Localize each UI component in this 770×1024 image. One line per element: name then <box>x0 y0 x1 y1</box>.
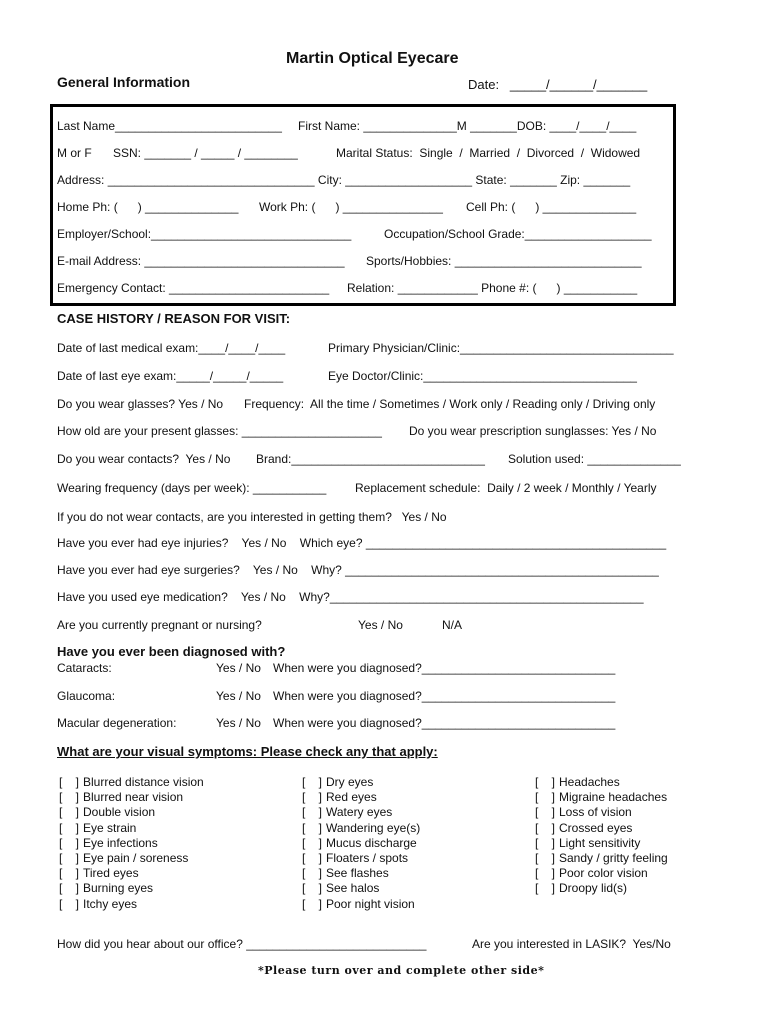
section-title-general: General Information <box>57 74 191 90</box>
cataracts-yes-no[interactable]: Yes / No <box>216 661 261 675</box>
email-field[interactable]: E-mail Address: ______________________________ <box>57 254 345 268</box>
symptom-checkbox[interactable]: [ ] <box>302 851 323 865</box>
symptom-checkbox[interactable]: [ ] <box>302 805 323 820</box>
symptom-label: Eye strain <box>83 820 137 835</box>
occupation-field[interactable]: Occupation/School Grade:___________________ <box>384 227 652 241</box>
primary-physician-field[interactable]: Primary Physician/Clinic:________________________________ <box>328 341 674 355</box>
case-history-heading: CASE HISTORY / REASON FOR VISIT: <box>57 311 291 326</box>
contacts-brand-field[interactable]: Brand:_____________________________ <box>256 452 485 466</box>
symptom-checkbox[interactable]: [ ] <box>302 866 323 881</box>
symptom-checkbox[interactable]: [ ] <box>535 775 556 789</box>
symptom-checkbox[interactable]: [ ] <box>59 866 80 881</box>
last-name-field[interactable]: Last Name_________________________ <box>57 119 282 133</box>
symptom-label: Mucus discharge <box>326 835 417 850</box>
lasik-question[interactable]: Are you interested in LASIK? Yes/No <box>472 937 671 951</box>
pregnant-na[interactable]: N/A <box>442 618 463 632</box>
symptom-label: Floaters / spots <box>326 851 409 865</box>
symptom-checkbox[interactable]: [ ] <box>535 790 556 805</box>
symptom-checkbox[interactable]: [ ] <box>59 820 80 835</box>
last-medical-exam-field[interactable]: Date of last medical exam:____/____/____ <box>57 341 286 355</box>
symptom-label: Crossed eyes <box>559 820 633 835</box>
wearing-frequency-field[interactable]: Wearing frequency (days per week): ___________ <box>57 481 327 495</box>
symptoms-heading: What are your visual symptoms: Please check any that apply: <box>57 744 438 759</box>
symptom-label: Burning eyes <box>83 881 154 896</box>
page-title: Martin Optical Eyecare <box>286 50 459 67</box>
symptom-checkbox[interactable]: [ ] <box>535 835 556 850</box>
wear-glasses-question[interactable]: Do you wear glasses? Yes / No <box>57 397 224 411</box>
symptom-label: Droopy lid(s) <box>559 881 628 896</box>
relation-phone-field[interactable]: Relation: ____________ Phone #: ( ) ___________ <box>347 281 638 295</box>
symptom-checkbox[interactable]: [ ] <box>302 820 323 835</box>
sex-field[interactable]: M or F <box>57 146 92 160</box>
pregnant-question: Are you currently pregnant or nursing? <box>57 618 262 632</box>
hobbies-field[interactable]: Sports/Hobbies: ____________________________ <box>366 254 642 268</box>
macular-when-field[interactable]: When were you diagnosed?_____________________________ <box>273 716 616 730</box>
symptom-checkbox[interactable]: [ ] <box>59 851 80 865</box>
symptom-checkbox[interactable]: [ ] <box>302 775 323 789</box>
hear-about-field[interactable]: How did you hear about our office? ___________________________ <box>57 937 427 951</box>
symptom-label: Watery eyes <box>326 805 393 820</box>
ssn-field[interactable]: SSN: _______ / _____ / ________ <box>113 146 298 160</box>
symptom-checkbox[interactable]: [ ] <box>59 896 80 911</box>
marital-status-field[interactable]: Marital Status: Single / Married / Divorced / Widowed <box>336 146 641 160</box>
symptom-checkbox[interactable]: [ ] <box>59 805 80 820</box>
eye-medication-question[interactable]: Have you used eye medication? Yes / No Why?_______________________________________________ <box>57 590 644 604</box>
turn-over-note: *Please turn over and complete other side* <box>258 964 545 977</box>
symptom-label: Blurred distance vision <box>83 775 204 789</box>
symptom-label: See halos <box>326 881 380 896</box>
symptom-label: Blurred near vision <box>83 790 184 805</box>
diagnosed-heading: Have you ever been diagnosed with? <box>57 644 286 659</box>
symptom-label: Wandering eye(s) <box>326 820 421 835</box>
cataracts-label: Cataracts: <box>57 661 112 675</box>
symptom-checkbox[interactable]: [ ] <box>302 790 323 805</box>
glasses-age-field[interactable]: How old are your present glasses: _____________________ <box>57 424 382 438</box>
eye-injuries-question[interactable]: Have you ever had eye injuries? Yes / No Which eye? _____________________________________________ <box>57 536 667 550</box>
symptom-label: Sandy / gritty feeling <box>559 851 668 865</box>
symptom-label: Red eyes <box>326 790 377 805</box>
eye-surgeries-question[interactable]: Have you ever had eye surgeries? Yes / No Why? _______________________________________________ <box>57 563 659 577</box>
glasses-frequency-question[interactable]: Frequency: All the time / Sometimes / Work only / Reading only / Driving only <box>244 397 656 411</box>
macular-yes-no[interactable]: Yes / No <box>216 716 261 730</box>
symptom-checkbox[interactable]: [ ] <box>535 881 556 896</box>
symptom-checkbox[interactable]: [ ] <box>535 805 556 820</box>
symptom-label: Loss of vision <box>559 805 632 820</box>
symptom-label: Poor color vision <box>559 866 648 881</box>
macular-label: Macular degeneration: <box>57 716 177 730</box>
symptom-label: Eye infections <box>83 835 158 850</box>
solution-used-field[interactable]: Solution used: ______________ <box>508 452 681 466</box>
symptom-checkbox[interactable]: [ ] <box>535 866 556 881</box>
symptom-label: Eye pain / soreness <box>83 851 189 865</box>
symptom-label: Headaches <box>559 775 620 789</box>
symptom-label: Light sensitivity <box>559 835 641 850</box>
symptom-checkbox[interactable]: [ ] <box>535 820 556 835</box>
first-name-field[interactable]: First Name: ______________M _______DOB: ____/____/____ <box>298 119 637 133</box>
symptom-label: See flashes <box>326 866 389 881</box>
contacts-interest-question[interactable]: If you do not wear contacts, are you interested in getting them? Yes / No <box>57 510 447 524</box>
symptom-checkbox[interactable]: [ ] <box>302 896 323 911</box>
symptom-label: Dry eyes <box>326 775 374 789</box>
glaucoma-yes-no[interactable]: Yes / No <box>216 689 261 703</box>
symptom-checkbox[interactable]: [ ] <box>59 775 80 789</box>
symptom-label: Tired eyes <box>83 866 139 881</box>
replacement-schedule-question[interactable]: Replacement schedule: Daily / 2 week / Monthly / Yearly <box>355 481 657 495</box>
symptom-label: Double vision <box>83 805 156 820</box>
symptom-label: Poor night vision <box>326 896 415 911</box>
symptom-checkbox[interactable]: [ ] <box>302 881 323 896</box>
symptom-label: Itchy eyes <box>83 896 138 911</box>
symptom-label: Migraine headaches <box>559 790 668 805</box>
emergency-contact-field[interactable]: Emergency Contact: ________________________ <box>57 281 330 295</box>
glaucoma-label: Glaucoma: <box>57 689 116 703</box>
date-field[interactable]: Date: _____/______/_______ <box>468 77 648 92</box>
last-eye-exam-field[interactable]: Date of last eye exam:_____/_____/_____ <box>57 369 284 383</box>
pregnant-yes-no[interactable]: Yes / No <box>358 618 403 632</box>
address-field[interactable]: Address: _______________________________ City: ___________________ State: _______ Zip: _______ <box>57 173 631 187</box>
symptom-checkbox[interactable]: [ ] <box>59 790 80 805</box>
symptom-checkbox[interactable]: [ ] <box>302 835 323 850</box>
cataracts-when-field[interactable]: When were you diagnosed?_____________________________ <box>273 661 616 675</box>
symptom-checkbox[interactable]: [ ] <box>535 851 556 865</box>
cell-phone-field[interactable]: Cell Ph: ( ) ______________ <box>466 200 637 214</box>
work-phone-field[interactable]: Work Ph: ( ) _______________ <box>259 200 443 214</box>
home-phone-field[interactable]: Home Ph: ( ) ______________ <box>57 200 239 214</box>
sunglasses-question[interactable]: Do you wear prescription sunglasses: Yes / No <box>409 424 657 438</box>
eye-doctor-field[interactable]: Eye Doctor/Clinic:________________________________ <box>328 369 637 383</box>
glaucoma-when-field[interactable]: When were you diagnosed?_____________________________ <box>273 689 616 703</box>
symptom-checkbox[interactable]: [ ] <box>59 835 80 850</box>
symptom-checkbox[interactable]: [ ] <box>59 881 80 896</box>
wear-contacts-question[interactable]: Do you wear contacts? Yes / No <box>57 452 231 466</box>
employer-field[interactable]: Employer/School:______________________________ <box>57 227 352 241</box>
